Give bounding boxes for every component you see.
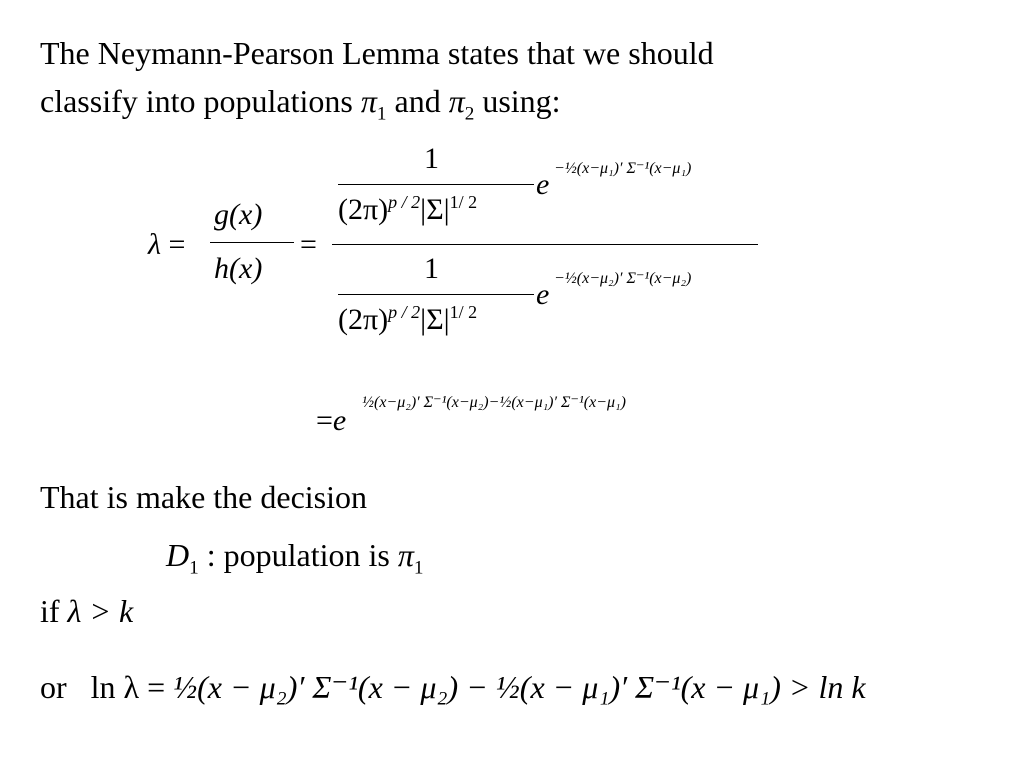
x-vector: x xyxy=(239,198,253,231)
decision-colon-text: : population is xyxy=(206,537,390,573)
intro-line-2-prefix: classify into populations xyxy=(40,83,353,119)
decision-D: D xyxy=(166,537,190,573)
or-word: or xyxy=(40,669,67,705)
den-one: 1 xyxy=(424,252,439,285)
half-power-2: 1/ 2 xyxy=(449,302,478,322)
g-letter: g xyxy=(214,198,229,231)
or-line xyxy=(40,666,866,708)
result-exponent: ½(x−μ₂)′ Σ⁻¹(x−μ₂)−½(x−μ₁)′ Σ⁻¹(x−μ₁) xyxy=(362,394,626,411)
sigma-symbol: Σ xyxy=(426,193,444,226)
lambda-lhs xyxy=(148,228,185,262)
result-e: e xyxy=(332,404,347,437)
num-inner-bar xyxy=(338,184,534,185)
pi-sub-2: 2 xyxy=(464,103,475,125)
equals-sign-2: = xyxy=(300,228,317,261)
num-exponent: −½(x−μ₁)′ Σ⁻¹(x−μ₁) xyxy=(554,160,692,177)
den-exponent: −½(x−μ₂)′ Σ⁻¹(x−μ₂) xyxy=(554,270,692,287)
p-over-2-power-2: p / 2 xyxy=(388,302,421,322)
equals-sign-3: = xyxy=(316,404,333,437)
if-word: if xyxy=(40,593,60,629)
intro-line-1: The Neymann-Pearson Lemma states that we should xyxy=(40,35,714,71)
sigma-symbol-2: Σ xyxy=(426,303,444,336)
using-word: using: xyxy=(482,83,561,119)
and-word: and xyxy=(394,83,441,119)
den-inner-bar xyxy=(338,294,534,295)
pi-symbol-2: π xyxy=(448,83,465,119)
decision-pi: π xyxy=(397,537,414,573)
main-fraction-bar xyxy=(332,244,758,245)
if-condition: λ > k xyxy=(67,593,134,629)
pi-symbol: π xyxy=(360,83,377,119)
den-denominator: $(2\pi)^{p / 2}|\Sigma|^{1/ 2}$ xyxy=(338,302,478,336)
num-one: 1 xyxy=(424,142,439,175)
intro-line-2 xyxy=(40,80,561,135)
ln-lambda: ln λ = xyxy=(90,669,166,705)
g-of-x: g(x) xyxy=(214,198,263,231)
den-e: e xyxy=(536,278,550,311)
if-line xyxy=(40,590,133,632)
g-h-fraction-bar xyxy=(210,242,294,243)
decision-D-sub: 1 xyxy=(189,557,199,579)
h-of-x: h(x) xyxy=(214,252,263,285)
half-power: 1/ 2 xyxy=(449,192,478,212)
ln-expression: ½(x − μ₂)′ Σ⁻¹(x − μ₂) − ½(x − μ₁)′ Σ⁻¹(x − μ₁) > ln k xyxy=(173,669,866,705)
result-equals xyxy=(316,404,346,438)
two-pi-2: 2π xyxy=(348,303,379,336)
two-pi: 2π xyxy=(348,193,379,226)
equals-sign-1: = xyxy=(168,228,186,261)
num-e: e xyxy=(536,168,550,201)
num-denominator: $(2\pi)^{p / 2}|\Sigma|^{1/ 2}$ xyxy=(338,192,478,226)
h-letter: h xyxy=(214,252,229,285)
x-vector-2: x xyxy=(239,252,253,285)
decision-d1-line xyxy=(166,534,423,589)
pi-sub-1: 1 xyxy=(376,103,387,125)
p-over-2-power: p / 2 xyxy=(388,192,421,212)
lambda-symbol: λ xyxy=(148,228,161,261)
that-is-line: That is make the decision xyxy=(40,479,368,515)
decision-pi-sub: 1 xyxy=(413,557,424,579)
